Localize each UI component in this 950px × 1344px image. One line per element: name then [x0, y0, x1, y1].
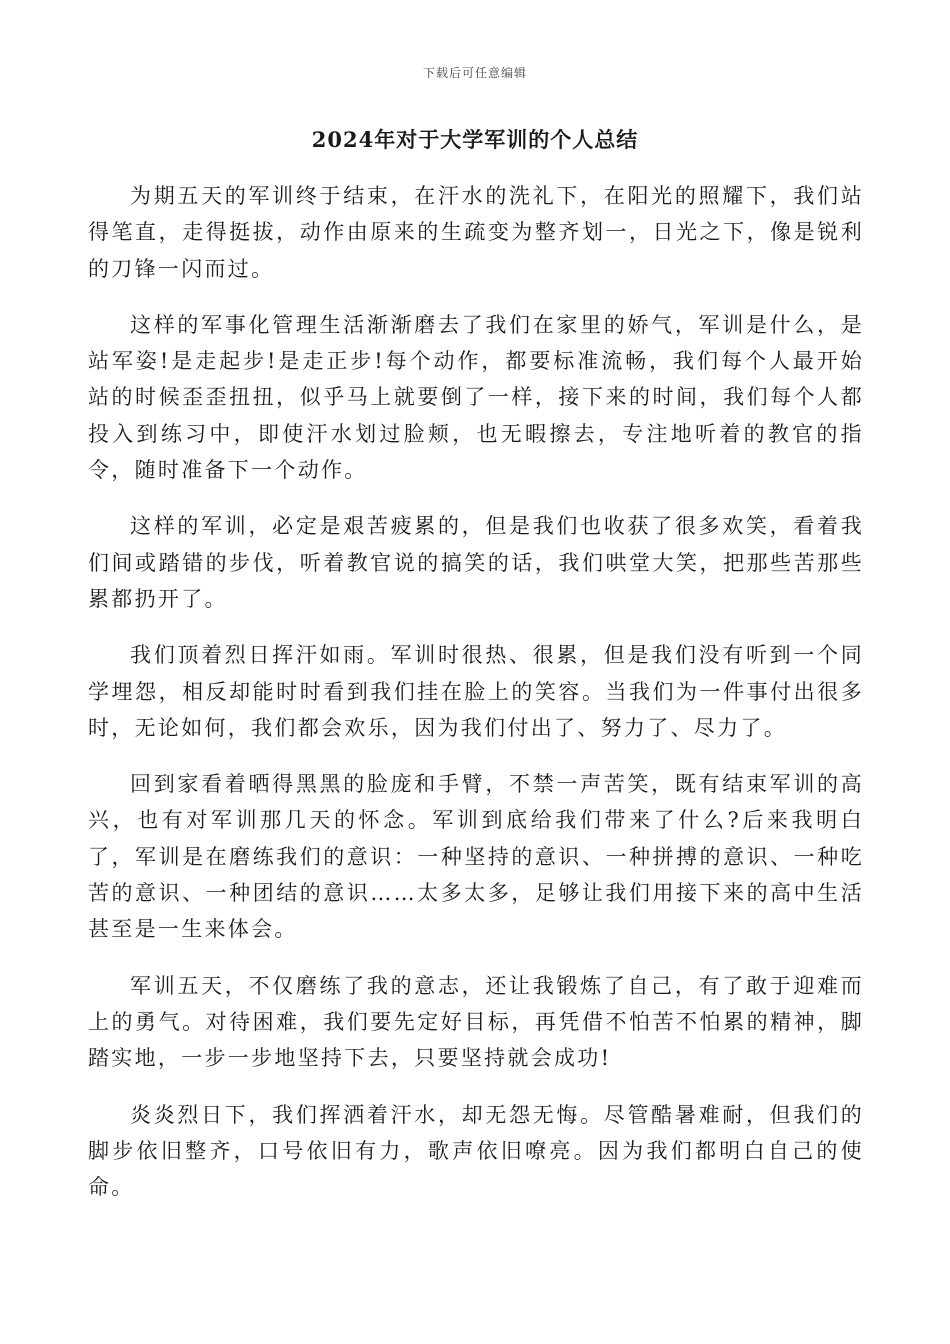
paragraph-2: 这样的军事化管理生活渐渐磨去了我们在家里的娇气，军训是什么，是站军姿!是走起步!是走正步!每个动作，都要标准流畅，我们每个人最开始站的时候歪歪扭扭，似乎马上就要倒了一样，接下来的时间，我们每个人都投入到练习中，即使汗水划过脸颊，也无暇擦去，专注地听着的教官的指令，随时准备下一个动作。	[88, 312, 864, 483]
paragraph-6: 军训五天，不仅磨练了我的意志，还让我锻炼了自己，有了敢于迎难而上的勇气。对待困难，我们要先定好目标，再凭借不怕苦不怕累的精神，脚踏实地，一步一步地坚持下去，只要坚持就会成功!	[88, 973, 864, 1071]
paragraph-5: 回到家看着晒得黑黑的脸庞和手臂，不禁一声苦笑，既有结束军训的高兴，也有对军训那几天的怀念。军训到底给我们带来了什么?后来我明白了，军训是在磨练我们的意识：一种坚持的意识、一种拼搏的意识、一种吃苦的意识、一种团结的意识……太多太多，足够让我们用接下来的高中生活甚至是一生来体会。	[88, 772, 864, 942]
paragraph-4: 我们顶着烈日挥汗如雨。军训时很热、很累，但是我们没有听到一个同学埋怨，相反却能时时看到我们挂在脸上的笑容。当我们为一件事付出很多时，无论如何，我们都会欢乐，因为我们付出了、努力了、尽力了。	[88, 643, 864, 740]
document-title: 2024年对于大学军训的个人总结	[311, 127, 639, 152]
paragraph-3: 这样的军训，必定是艰苦疲累的，但是我们也收获了很多欢笑，看着我们间或踏错的步伐，听着教官说的搞笑的话，我们哄堂大笑，把那些苦那些累都扔开了。	[88, 514, 864, 611]
paragraph-7: 炎炎烈日下，我们挥洒着汗水，却无怨无悔。尽管酷暑难耐，但我们的脚步依旧整齐，口号依旧有力，歌声依旧嘹亮。因为我们都明白自己的使命。	[88, 1102, 864, 1200]
document-body	[88, 178, 864, 1225]
header-note: 下载后可任意编辑	[422, 66, 527, 80]
paragraph-1: 为期五天的军训终于结束，在汗水的洗礼下，在阳光的照耀下，我们站得笔直，走得挺拔，动作由原来的生疏变为整齐划一，日光之下，像是锐利的刀锋一闪而过。	[88, 184, 864, 281]
